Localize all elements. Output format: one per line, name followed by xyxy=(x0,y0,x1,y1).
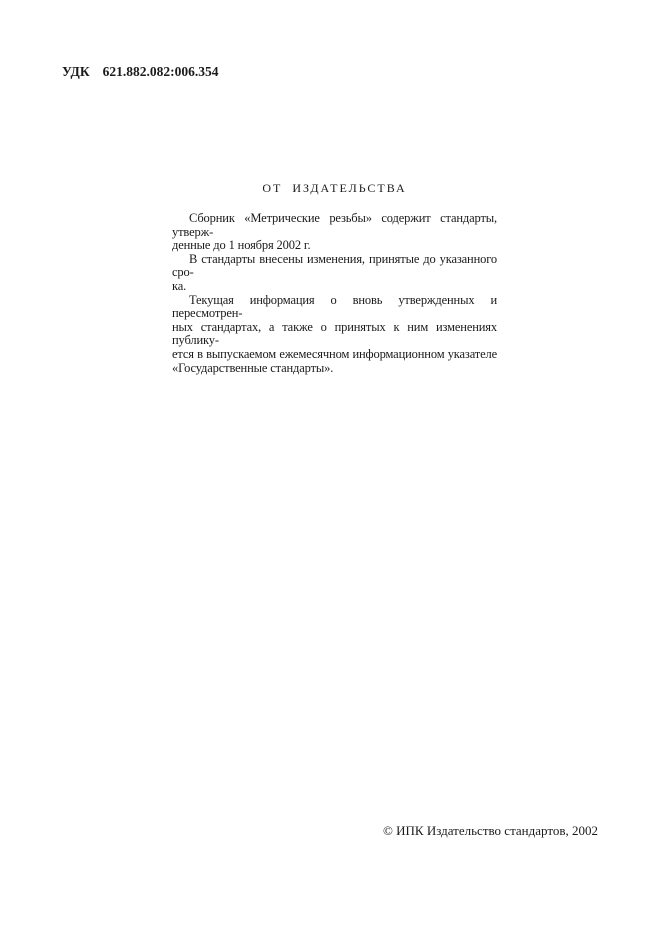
text-line: ных стандартах, а также о принятых к ним изменениях публику- xyxy=(172,319,497,348)
paragraph-1 xyxy=(172,212,497,253)
udk-label: УДК xyxy=(62,64,90,79)
text-line: ка. xyxy=(172,278,187,293)
text-line: «Государственные стандарты». xyxy=(172,360,334,375)
text-line: ется в выпускаемом ежемесячном информационном указателе xyxy=(172,346,497,361)
udk-number: 621.882.082:006.354 xyxy=(102,64,219,79)
text-line: В стандарты внесены изменения, принятые до указанного сро- xyxy=(172,251,497,280)
udk-classification xyxy=(62,64,219,80)
text-line: Текущая информация о вновь утвержденных и пересмотрен- xyxy=(172,292,497,321)
text-line: денные до 1 ноября 2002 г. xyxy=(172,238,311,253)
paragraph-2 xyxy=(172,253,497,294)
body-text xyxy=(172,212,497,375)
copyright-notice: © ИПК Издательство стандартов, 2002 xyxy=(383,823,598,838)
text-line: Сборник «Метрические резьбы» содержит стандарты, утверж- xyxy=(172,211,497,239)
page-title: ОТ ИЗДАТЕЛЬСТВА xyxy=(262,181,407,195)
paragraph-3 xyxy=(172,294,497,376)
